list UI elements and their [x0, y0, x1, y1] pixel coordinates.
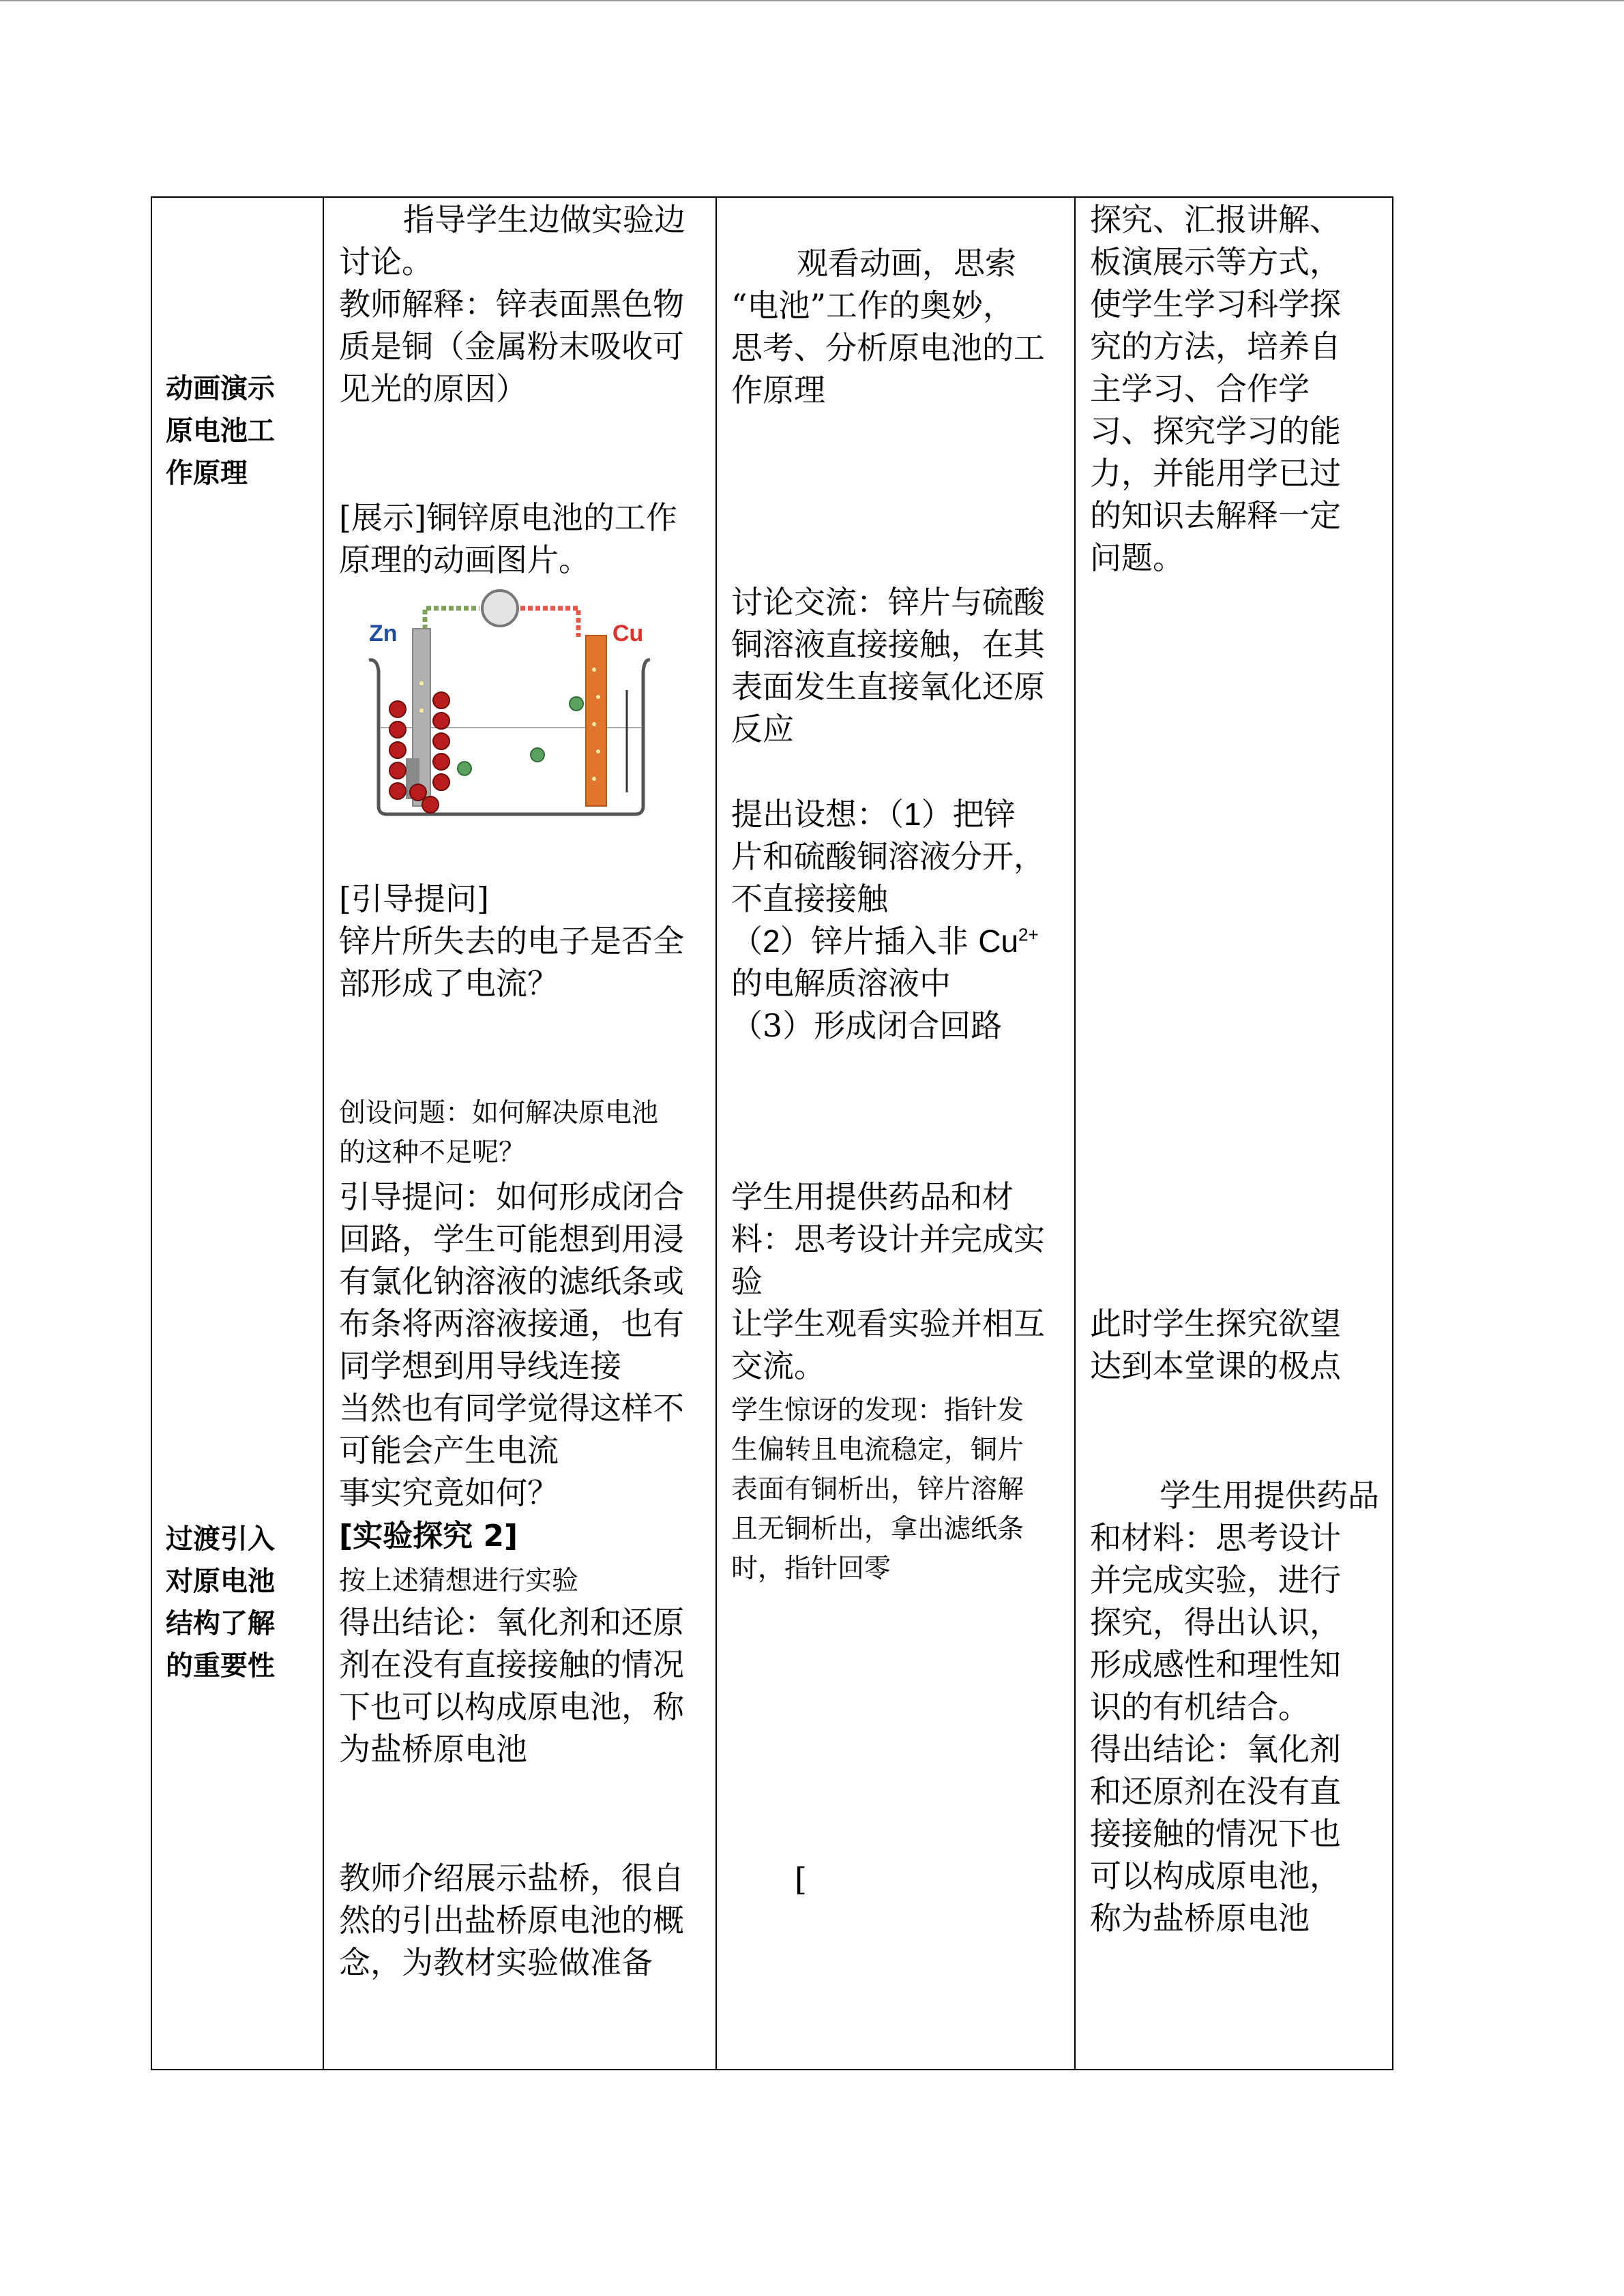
teacher-line: 回路，学生可能想到用浸 — [339, 1221, 684, 1257]
copper-ion-symbol: Cu — [978, 923, 1019, 959]
student-line: 不直接接触 — [731, 880, 888, 917]
student-line: 生偏转且电流稳定，铜片 — [731, 1435, 1024, 1465]
student-line: 时，指针回零 — [731, 1553, 891, 1584]
wire-right — [520, 608, 578, 637]
intent-line: 此时学生探究欲望 — [1090, 1305, 1341, 1342]
intent-line: 和还原剂在没有直 — [1090, 1773, 1341, 1810]
teacher-line: 引导提问：如何形成闭合 — [339, 1178, 684, 1215]
student-line: 表面发生直接氧化还原 — [731, 668, 1045, 705]
page-top-line — [0, 0, 1624, 1]
intent-line: 探究，得出认识， — [1090, 1604, 1341, 1641]
intent-line: 问题。 — [1090, 539, 1184, 576]
column-divider — [323, 198, 324, 2069]
teacher-line: 见光的原因） — [339, 370, 527, 407]
student-text: 提出设想：（ — [731, 796, 904, 833]
teacher-line: 锌片所失去的电子是否全 — [339, 923, 684, 959]
teacher-line: 教师解释：锌表面黑色物 — [339, 286, 684, 323]
teacher-line: 念，为教材实验做准备 — [339, 1944, 653, 1981]
student-text: （ — [731, 923, 763, 959]
teacher-line: 可能会产生电流 — [339, 1432, 559, 1469]
teacher-line: [引导提问] — [339, 880, 489, 917]
intent-line: 识的有机结合。 — [1090, 1688, 1310, 1725]
student-line: 铜溶液直接接触，在其 — [731, 626, 1045, 663]
intent-line: 接接触的情况下也 — [1090, 1815, 1341, 1852]
show-tag: [展示] — [339, 499, 426, 536]
intent-line: 使学生学习科学探 — [1090, 286, 1341, 323]
zinc-label: Zn — [369, 621, 398, 646]
intent-line: 习、探究学习的能 — [1090, 413, 1341, 449]
intent-line: 得出结论：氧化剂 — [1090, 1731, 1341, 1768]
column-divider — [715, 198, 717, 2069]
teacher-line: 剂在没有直接接触的情况 — [339, 1646, 684, 1683]
stage-label-line: 的重要性 — [166, 1650, 275, 1682]
student-line: 片和硫酸铜溶液分开， — [731, 838, 1045, 875]
intent-line: 并完成实验，进行 — [1090, 1562, 1341, 1598]
wire-left — [425, 608, 479, 659]
teacher-line: 原理的动画图片。 — [339, 541, 590, 578]
intent-line: 称为盐桥原电池 — [1090, 1900, 1310, 1937]
stage-label-line: 原电池工 — [166, 415, 275, 447]
student-line: 交流。 — [731, 1347, 825, 1384]
teacher-line: 同学想到用导线连接 — [339, 1347, 621, 1384]
student-line: 作原理 — [731, 372, 825, 408]
column-divider — [1074, 198, 1076, 2069]
intent-line: 的知识去解释一定 — [1090, 497, 1341, 534]
teacher-line: 布条将两溶液接通，也有 — [339, 1305, 684, 1342]
intent-line: 和材料：思考设计 — [1090, 1519, 1341, 1556]
teacher-line: 得出结论：氧化剂和还原 — [339, 1604, 684, 1641]
intent-line: 形成感性和理性知 — [1090, 1646, 1341, 1683]
intent-line: 力，并能用学已过 — [1090, 455, 1341, 492]
copper-ions — [458, 697, 583, 775]
student-line: （3）形成闭合回路 — [731, 1007, 1003, 1044]
teacher-line: 有氯化钠溶液的滤纸条或 — [339, 1263, 684, 1300]
teacher-line: 创设问题：如何解决原电池 — [339, 1098, 659, 1129]
intent-line: 达到本堂课的极点 — [1090, 1347, 1341, 1384]
student-line: 验 — [731, 1263, 763, 1300]
student-text: ）锌片插入非 — [780, 923, 979, 959]
ion-charge: 2+ — [1018, 924, 1039, 945]
show-text: 铜锌原电池的工作 — [426, 499, 677, 536]
student-line: 思考、分析原电池的工 — [731, 329, 1045, 366]
teacher-line: 教师介绍展示盐桥，很自 — [339, 1860, 684, 1896]
number: 2 — [763, 923, 780, 959]
student-line: “电池”工作的奥妙， — [731, 287, 1015, 324]
intent-line: 究的方法，培养自 — [1090, 328, 1341, 365]
student-line: 学生用提供药品和材 — [731, 1178, 1014, 1215]
stage-label-line: 结构了解 — [166, 1608, 275, 1639]
student-text: ）把锌 — [921, 796, 1016, 833]
teacher-line: 的这种不足呢？ — [339, 1137, 526, 1168]
teacher-line: 指导学生边做实验边 — [403, 201, 685, 238]
teacher-line: 为盐桥原电池 — [339, 1731, 527, 1768]
stage-label-line: 作原理 — [166, 458, 248, 489]
student-line: 让学生观看实验并相互 — [731, 1305, 1045, 1342]
teacher-line: 当然也有同学觉得这样不 — [339, 1390, 684, 1427]
student-line: 讨论交流：锌片与硫酸 — [731, 584, 1045, 621]
galvanometer-icon — [482, 591, 518, 626]
experiment-heading: [实验探究 2] — [339, 1519, 518, 1553]
teacher-line: 质是铜（金属粉末吸收可 — [339, 328, 684, 365]
stage-label-line: 对原电池 — [166, 1566, 275, 1597]
stage-label-line: 过渡引入 — [166, 1523, 275, 1555]
intent-line: 主学习、合作学 — [1090, 370, 1310, 407]
teacher-line: 下也可以构成原电池，称 — [339, 1688, 684, 1725]
student-line: 学生惊讶的发现：指针发 — [731, 1395, 1024, 1426]
teacher-line: 事实究竟如何？ — [339, 1474, 559, 1511]
number: 1 — [904, 796, 921, 832]
intent-line: 探究、汇报讲解、 — [1090, 201, 1341, 238]
student-line — [731, 793, 1016, 835]
teacher-line: 按上述猜想进行实验 — [339, 1566, 579, 1596]
copper-label: Cu — [612, 621, 644, 646]
student-line: 表面有铜析出，锌片溶解 — [731, 1474, 1024, 1505]
student-line: 反应 — [731, 711, 794, 747]
teacher-line: 讨论。 — [339, 243, 433, 280]
teacher-line: 然的引出盐桥原电池的概 — [339, 1902, 684, 1939]
intent-line: 板演展示等方式， — [1090, 243, 1341, 280]
teacher-line: 部形成了电流？ — [339, 965, 559, 1002]
student-line: 且无铜析出，拿出滤纸条 — [731, 1514, 1024, 1545]
stage-label-line: 动画演示 — [166, 373, 275, 404]
student-line: 观看动画，思索 — [797, 245, 1016, 282]
intent-line: 可以构成原电池， — [1090, 1858, 1341, 1894]
student-line: [ — [795, 1861, 807, 1898]
copper-electrode — [586, 636, 606, 806]
student-line — [731, 920, 1039, 962]
student-line: 料：思考设计并完成实 — [731, 1221, 1045, 1257]
galvanic-cell-animation-figure — [364, 588, 650, 820]
intent-line: 学生用提供药品 — [1160, 1477, 1379, 1514]
student-line: 的电解质溶液中 — [731, 965, 951, 1002]
teacher-line — [339, 496, 677, 539]
